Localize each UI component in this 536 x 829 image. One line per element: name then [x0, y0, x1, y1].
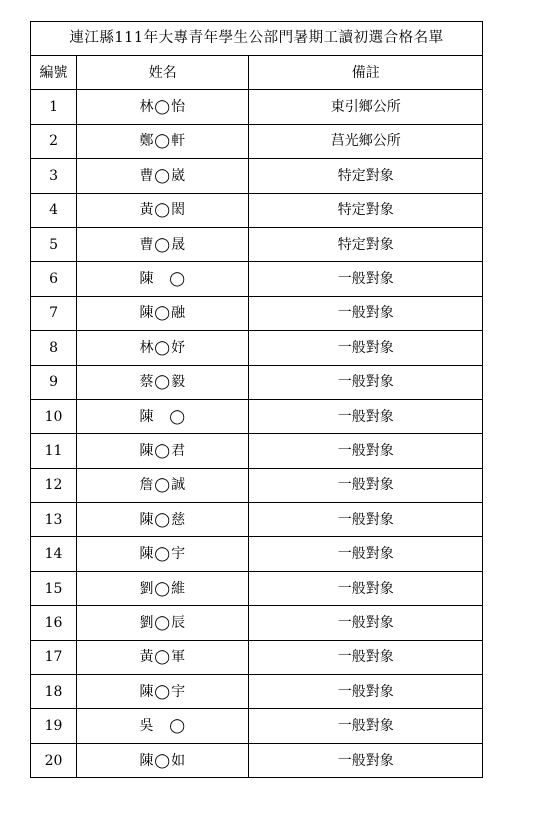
- row-note: 一般對象: [249, 606, 483, 640]
- row-number: 6: [31, 262, 77, 296]
- header-name: 姓名: [77, 56, 249, 90]
- table-row: [31, 227, 483, 261]
- row-name-cell: [77, 227, 249, 261]
- row-name-cell: [77, 743, 249, 777]
- table-row: [31, 90, 483, 124]
- qualified-list-table: [30, 21, 483, 778]
- table-row: [31, 434, 483, 468]
- row-note: 一般對象: [249, 640, 483, 674]
- row-number: 7: [31, 296, 77, 330]
- row-name-cell: [77, 124, 249, 158]
- row-note: 一般對象: [249, 571, 483, 605]
- table-row: [31, 331, 483, 365]
- row-number: 11: [31, 434, 77, 468]
- row-name-cell: [77, 675, 249, 709]
- row-number: 9: [31, 365, 77, 399]
- row-name: 陳 ◯: [139, 408, 187, 425]
- row-note: 特定對象: [249, 227, 483, 261]
- row-name: 陳◯宇: [139, 683, 187, 700]
- row-note: 莒光鄉公所: [249, 124, 483, 158]
- row-name: 吳 ◯: [139, 718, 187, 735]
- row-name: 林◯怡: [139, 99, 187, 116]
- document-title: 連江縣111年大專青年學生公部門暑期工讀初選合格名單: [31, 22, 483, 56]
- row-number: 1: [31, 90, 77, 124]
- row-name-cell: [77, 709, 249, 743]
- table-row: [31, 640, 483, 674]
- row-number: 20: [31, 743, 77, 777]
- row-number: 5: [31, 227, 77, 261]
- table-row: [31, 193, 483, 227]
- row-note: 一般對象: [249, 399, 483, 433]
- row-name-cell: [77, 90, 249, 124]
- row-note: 一般對象: [249, 675, 483, 709]
- header-number: 編號: [31, 56, 77, 90]
- header-row: [31, 56, 483, 90]
- row-name: 林◯妤: [139, 339, 187, 356]
- row-note: 一般對象: [249, 365, 483, 399]
- row-note: 特定對象: [249, 193, 483, 227]
- row-name: 陳◯慈: [139, 511, 187, 528]
- row-name-cell: [77, 399, 249, 433]
- table-row: [31, 468, 483, 502]
- row-note: 一般對象: [249, 709, 483, 743]
- table-row: [31, 606, 483, 640]
- row-name: 詹◯誠: [139, 477, 187, 494]
- row-name-cell: [77, 640, 249, 674]
- row-number: 12: [31, 468, 77, 502]
- row-number: 2: [31, 124, 77, 158]
- row-name: 鄭◯軒: [139, 133, 187, 150]
- row-number: 16: [31, 606, 77, 640]
- row-name: 陳◯宇: [139, 546, 187, 563]
- row-name-cell: [77, 262, 249, 296]
- row-name-cell: [77, 331, 249, 365]
- row-note: 一般對象: [249, 743, 483, 777]
- table-row: [31, 399, 483, 433]
- row-note: 一般對象: [249, 262, 483, 296]
- row-note: 一般對象: [249, 296, 483, 330]
- table-row: [31, 503, 483, 537]
- row-name-cell: [77, 193, 249, 227]
- row-name-cell: [77, 434, 249, 468]
- row-name: 曹◯晟: [139, 236, 187, 253]
- row-name: 陳◯君: [139, 442, 187, 459]
- row-name: 劉◯辰: [139, 614, 187, 631]
- table-row: [31, 296, 483, 330]
- table-row: [31, 709, 483, 743]
- row-number: 3: [31, 159, 77, 193]
- row-name-cell: [77, 296, 249, 330]
- row-name: 劉◯維: [139, 580, 187, 597]
- row-name: 黃◯軍: [139, 649, 187, 666]
- row-number: 15: [31, 571, 77, 605]
- row-note: 一般對象: [249, 331, 483, 365]
- row-number: 10: [31, 399, 77, 433]
- table-body: [31, 22, 483, 778]
- row-name-cell: [77, 537, 249, 571]
- table-row: [31, 159, 483, 193]
- row-number: 19: [31, 709, 77, 743]
- header-note: 備註: [249, 56, 483, 90]
- row-note: 東引鄉公所: [249, 90, 483, 124]
- row-note: 一般對象: [249, 503, 483, 537]
- title-row: [31, 22, 483, 56]
- row-name: 陳◯融: [139, 305, 187, 322]
- row-note: 一般對象: [249, 434, 483, 468]
- table-row: [31, 365, 483, 399]
- table-row: [31, 262, 483, 296]
- row-name: 曹◯崴: [139, 167, 187, 184]
- row-number: 18: [31, 675, 77, 709]
- row-number: 14: [31, 537, 77, 571]
- table-row: [31, 743, 483, 777]
- table-row: [31, 571, 483, 605]
- row-name-cell: [77, 159, 249, 193]
- table-row: [31, 124, 483, 158]
- row-name-cell: [77, 503, 249, 537]
- row-number: 4: [31, 193, 77, 227]
- row-number: 8: [31, 331, 77, 365]
- row-number: 17: [31, 640, 77, 674]
- row-note: 一般對象: [249, 468, 483, 502]
- row-note: 一般對象: [249, 537, 483, 571]
- row-name: 蔡◯毅: [139, 374, 187, 391]
- row-number: 13: [31, 503, 77, 537]
- row-name: 黃◯閎: [139, 202, 187, 219]
- table-row: [31, 537, 483, 571]
- row-name-cell: [77, 606, 249, 640]
- row-name-cell: [77, 468, 249, 502]
- row-name-cell: [77, 571, 249, 605]
- table-row: [31, 675, 483, 709]
- row-name: 陳◯如: [139, 752, 187, 769]
- row-name-cell: [77, 365, 249, 399]
- row-note: 特定對象: [249, 159, 483, 193]
- row-name: 陳 ◯: [139, 271, 187, 288]
